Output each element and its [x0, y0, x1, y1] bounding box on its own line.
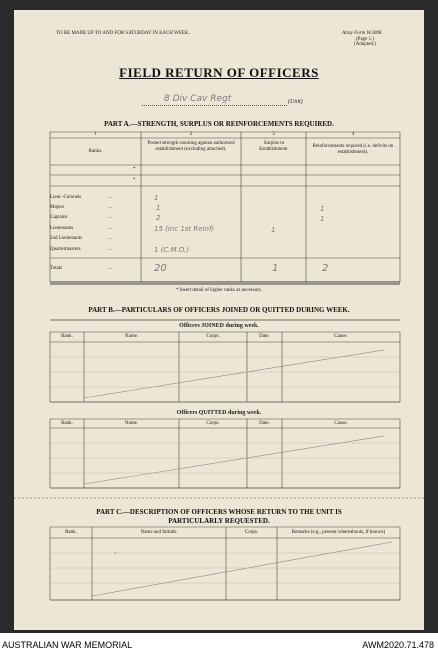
unit-line [142, 105, 287, 106]
joined-col-corps: Corps. [206, 334, 220, 339]
col-number-1: 1 [94, 132, 97, 137]
rank-dots: ... [108, 215, 112, 220]
rank-label: Captains [50, 215, 68, 220]
col-number-4: 4 [351, 132, 355, 137]
partc-col-rank: Rank. [65, 530, 77, 535]
rank-label: 2nd Lieutenants [50, 236, 83, 241]
rank-dots: ... [108, 195, 112, 200]
rank-label: Lieutenants [50, 226, 74, 231]
quitted-col-corps: Corps. [206, 421, 220, 426]
form-adopted: (Adopted.) [354, 42, 376, 47]
totals-dots: ... [108, 266, 112, 271]
totals-label: Totals [50, 266, 63, 271]
star-marker-2: * [133, 178, 136, 183]
posted-majors: 1 [156, 204, 161, 212]
rank-dots: ... [108, 205, 112, 210]
footer-institution: AUSTRALIAN WAR MEMORIAL [2, 640, 133, 650]
unit-label: (Unit) [288, 99, 303, 105]
joined-col-rank: Rank. [61, 334, 73, 339]
rank-dots: ... [108, 226, 112, 231]
unit-handwritten: 8 Div Cav Regt [164, 94, 232, 104]
posted-lieutenants: 15 (inc 1st Reinf) [154, 225, 215, 233]
rank-label: Lieut.-Colonels [50, 195, 82, 200]
total-reinf: 2 [322, 263, 329, 274]
star-marker-1: * [133, 167, 136, 172]
posted-lt-col: 1 [154, 194, 159, 202]
col-number-3: 3 [272, 132, 275, 137]
col-head-posted: Posted strength counting against authorized establishment (excluding attached). [147, 141, 235, 152]
quitted-col-cause: Cause. [334, 421, 348, 426]
partc-col-name: Name and Initials. [140, 530, 178, 535]
partc-col-corps: Corps. [244, 530, 259, 535]
total-posted: 20 [154, 263, 167, 274]
rank-label: Quartermasters [50, 247, 81, 252]
rank-label: Majors [50, 205, 65, 210]
form-page [14, 10, 424, 630]
posted-captains: 2 [156, 214, 161, 222]
form-instruction: TO BE MADE UP TO AND FOR SATURDAY IN EACH WEEK. [56, 31, 190, 36]
col-number-2: 2 [189, 132, 193, 137]
col-head-surplus: Surplus to Establishment. [259, 141, 289, 152]
part-c-title: PART C.—DESCRIPTION OF OFFICERS WHOSE RETURN TO THE UNIT IS PARTICULARLY REQUESTED. [96, 508, 342, 525]
quitted-col-rank: Rank. [61, 421, 73, 426]
footer-bar [0, 633, 438, 653]
quitted-col-date: Date. [259, 421, 270, 426]
reinf-majors: 1 [320, 205, 325, 213]
ranks-list [50, 195, 250, 265]
col-head-ranks: Ranks. [88, 149, 103, 154]
partc-col-remarks: Remarks (e.g., present whereabouts, if known) [291, 530, 386, 535]
footer-accession: AWM2020.71.478 [362, 640, 434, 650]
part-a-footnote: * Insert detail of higher ranks as necessary. [175, 288, 263, 293]
quitted-col-name: Name. [124, 421, 139, 426]
joined-col-name: Name. [124, 334, 139, 339]
form-number: Army Form W.3008. [342, 31, 383, 36]
rank-dots: ... [108, 247, 112, 252]
form-page-number: (Page 1.) [356, 37, 375, 42]
part-a-title: PART A.—STRENGTH, SURPLUS OR REINFORCEMENTS REQUIRED. [104, 120, 334, 128]
surplus-lieutenants: 1 [271, 226, 276, 234]
joined-col-date: Date. [259, 334, 270, 339]
rank-dots: ... [108, 236, 112, 241]
joined-title: Officers JOINED during week. [179, 323, 259, 329]
total-surplus: 1 [272, 263, 279, 274]
joined-col-cause: Cause. [334, 334, 348, 339]
reinf-captains: 1 [320, 215, 325, 223]
quitted-title: Officers QUITTED during week. [176, 410, 262, 416]
part-b-title: PART B.—PARTICULARS OF OFFICERS JOINED OR QUITTED DURING WEEK. [88, 306, 350, 314]
partc-mark: × [114, 552, 117, 557]
col-head-reinforcements: Reinforcements required (i.e. deficits on establishment). [312, 144, 394, 155]
posted-quartermasters: 1 (C.M.O.) [154, 246, 189, 254]
page-title: FIELD RETURN OF OFFICERS [119, 65, 319, 80]
